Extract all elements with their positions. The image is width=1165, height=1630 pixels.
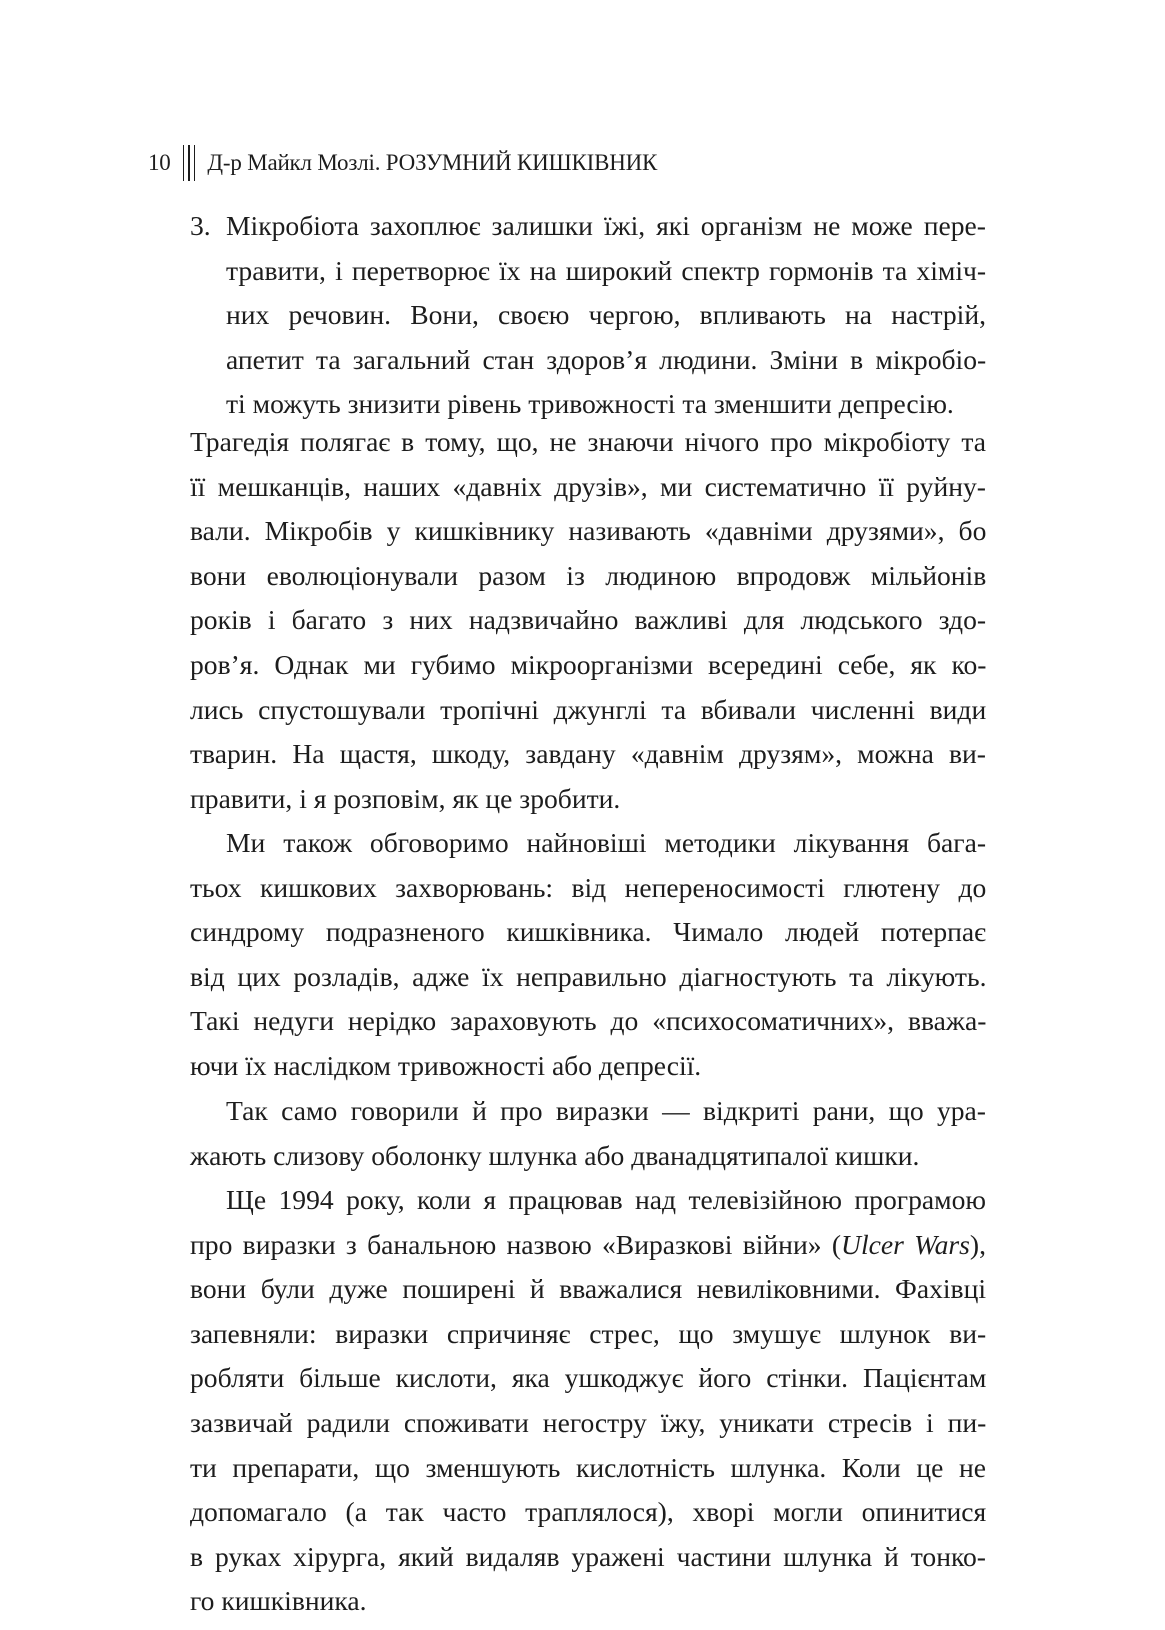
text-line: робляти більше кислоти, яка ушкоджує його стінки. Пацієнтам — [190, 1362, 987, 1394]
text-line: в руках хірурга, який видаляв уражені частини шлунка й тонко- — [190, 1540, 986, 1572]
numbered-list-item — [190, 204, 986, 427]
text-line: ров’я. Однак ми губимо мікроорганізми всередині себе, як ко- — [190, 648, 987, 680]
text-fragment: про виразки з банальною назвою «Виразкові війни» ( — [190, 1228, 842, 1260]
rule-line — [188, 145, 190, 181]
running-head — [148, 144, 657, 182]
text-line: від цих розладів, адже їх неправильно діагностують та лікують. — [190, 960, 987, 992]
text-line: допомагало (а так часто траплялося), хворі могли опинитися — [190, 1496, 987, 1528]
running-title: Д-р Майкл Мозлі. РОЗУМНИЙ КИШКІВНИК — [207, 150, 658, 175]
paragraph-1 — [190, 420, 986, 821]
header-rule-divider — [183, 145, 196, 181]
text-line: вони були дуже поширені й вважалися невиліковними. Фахівці — [190, 1273, 986, 1305]
italic-title: Ulcer Wars — [841, 1228, 970, 1260]
text-line: зазвичай радили споживати негостру їжу, уникати стресів і пи- — [190, 1406, 987, 1438]
text-line: ючи їх наслідком тривожності або депресії. — [190, 1049, 702, 1081]
text-line: ті можуть знизити рівень тривожності та зменшити депресію. — [226, 388, 954, 420]
text-line: Трагедія полягає в тому, що, не знаючи нічого про мікробіоту та — [190, 426, 986, 457]
text-fragment: ), — [969, 1228, 986, 1260]
text-line: травити, і перетворює їх на широкий спектр гормонів та хіміч- — [226, 254, 987, 286]
text-line: запевняли: виразки спричиняє стрес, що змушує шлунок ви- — [190, 1317, 987, 1349]
text-line: жають слизову оболонку шлунка або дванадцятипалої кишки. — [190, 1139, 920, 1171]
text-line: Такі недуги нерідко зараховують до «психосоматичних», вважа- — [190, 1005, 987, 1037]
text-line: Так само говорили й про виразки — відкриті рани, що ура- — [226, 1095, 986, 1126]
text-line: її мешканців, наших «давніх друзів», ми систематично її руйну- — [190, 470, 986, 502]
paragraph-2 — [190, 821, 986, 1089]
list-item-text — [226, 204, 986, 427]
text-line: правити, і я розповім, як це зробити. — [190, 782, 621, 814]
text-line: вали. Мікробів у кишківнику називають «давніми друзями», бо — [190, 515, 987, 547]
text-line-with-italic — [190, 1223, 986, 1268]
text-line: синдрому подразненого кишківника. Чимало людей потерпає — [190, 916, 986, 948]
page-number: 10 — [148, 150, 171, 175]
text-line: років і багато з них надзвичайно важливі для людського здо- — [190, 604, 987, 636]
text-line: го кишківника. — [190, 1585, 367, 1617]
text-line: Мікробіота захоплює залишки їжі, які організм не може пере- — [226, 210, 986, 241]
rule-line — [183, 145, 185, 181]
paragraph-4 — [190, 1178, 986, 1624]
paragraph-3 — [190, 1089, 986, 1178]
text-line: тьох кишкових захворювань: від непереносимості глютену до — [190, 871, 987, 903]
text-line: тварин. На щастя, шкоду, завдану «давнім друзям», можна ви- — [190, 738, 986, 770]
text-line: вони еволюціонували разом із людиною впродовж мільйонів — [190, 559, 987, 591]
text-line: Ми також обговоримо найновіші методики лікування бага- — [226, 827, 987, 858]
text-line: апетит та загальний стан здоров’я людини. Зміни в мікробіо- — [226, 343, 987, 375]
list-item-number: 3. — [190, 210, 211, 241]
text-line: лись спустошували тропічні джунглі та вбивали численні види — [190, 693, 987, 725]
text-line: Ще 1994 року, коли я працював над телевізійною програмою — [226, 1184, 986, 1215]
text-line: ти препарати, що зменшують кислотність шлунка. Коли це не — [190, 1451, 986, 1483]
rule-line — [194, 145, 196, 181]
text-line: них речовин. Вони, своєю чергою, впливають на настрій, — [226, 299, 986, 331]
